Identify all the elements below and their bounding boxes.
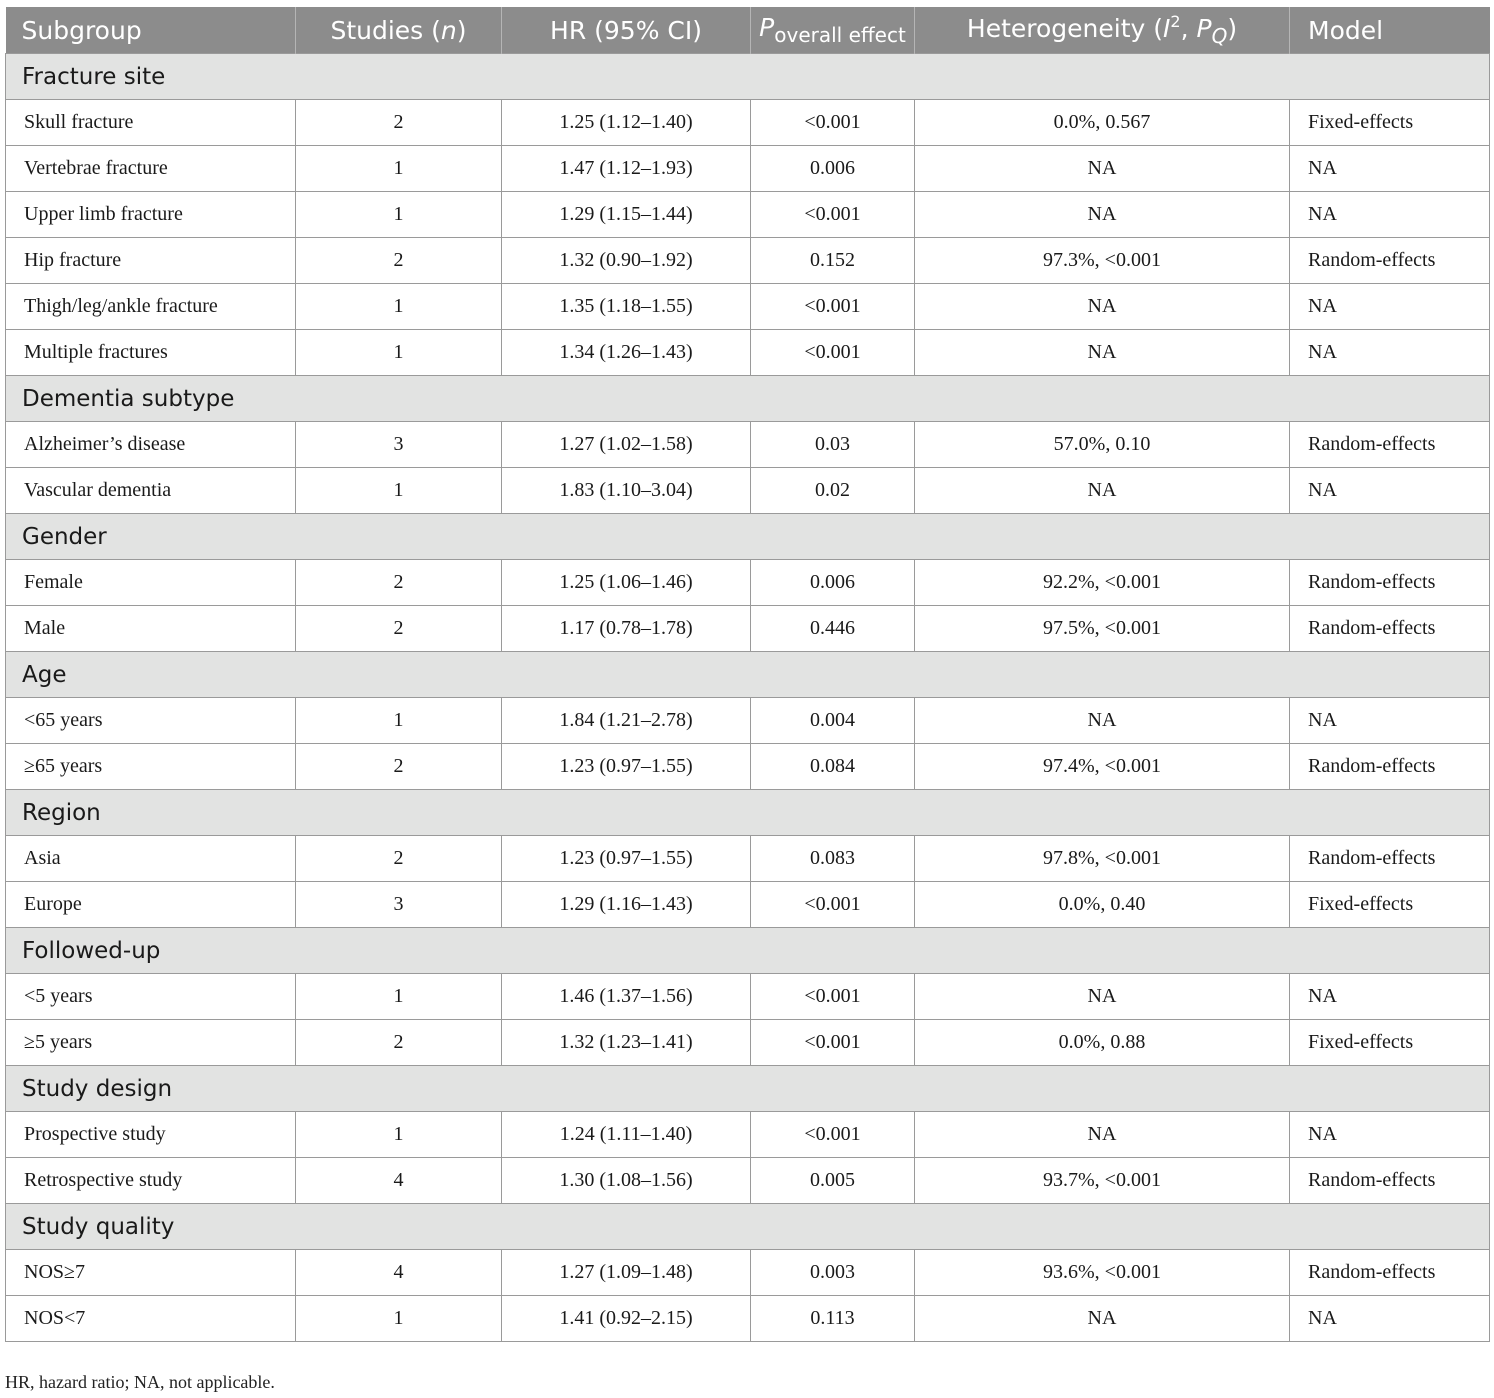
cell-heterogeneity: NA: [915, 698, 1290, 744]
cell-studies: 1: [296, 974, 502, 1020]
cell-p-overall: 0.152: [751, 238, 915, 284]
cell-hr: 1.17 (0.78–1.78): [502, 606, 751, 652]
cell-subgroup: ≥5 years: [6, 1020, 296, 1066]
cell-model: Random-effects: [1290, 422, 1490, 468]
group-title: Region: [6, 790, 1490, 836]
cell-p-overall: 0.006: [751, 560, 915, 606]
cell-subgroup: Male: [6, 606, 296, 652]
cell-studies: 1: [296, 284, 502, 330]
cell-studies: 4: [296, 1158, 502, 1204]
cell-p-overall: <0.001: [751, 100, 915, 146]
table-row: [6, 146, 1490, 192]
cell-studies: 1: [296, 330, 502, 376]
cell-subgroup: Female: [6, 560, 296, 606]
cell-p-overall: 0.446: [751, 606, 915, 652]
group-header-row: [6, 514, 1490, 560]
cell-heterogeneity: 0.0%, 0.40: [915, 882, 1290, 928]
cell-subgroup: Skull fracture: [6, 100, 296, 146]
header-studies: Studies (n): [296, 7, 502, 54]
cell-p-overall: <0.001: [751, 192, 915, 238]
cell-heterogeneity: NA: [915, 1112, 1290, 1158]
cell-model: NA: [1290, 192, 1490, 238]
group-title: Age: [6, 652, 1490, 698]
cell-subgroup: NOS<7: [6, 1296, 296, 1342]
table-row: [6, 100, 1490, 146]
table-row: [6, 284, 1490, 330]
group-header-row: [6, 1066, 1490, 1112]
table-row: [6, 422, 1490, 468]
cell-hr: 1.23 (0.97–1.55): [502, 744, 751, 790]
cell-hr: 1.24 (1.11–1.40): [502, 1112, 751, 1158]
cell-heterogeneity: 97.5%, <0.001: [915, 606, 1290, 652]
cell-heterogeneity: 92.2%, <0.001: [915, 560, 1290, 606]
table-row: [6, 330, 1490, 376]
table-row: [6, 974, 1490, 1020]
table-row: [6, 1158, 1490, 1204]
cell-hr: 1.27 (1.09–1.48): [502, 1250, 751, 1296]
cell-p-overall: 0.006: [751, 146, 915, 192]
table-row: [6, 1112, 1490, 1158]
cell-subgroup: Retrospective study: [6, 1158, 296, 1204]
cell-hr: 1.46 (1.37–1.56): [502, 974, 751, 1020]
cell-studies: 2: [296, 238, 502, 284]
cell-model: Random-effects: [1290, 836, 1490, 882]
cell-subgroup: Thigh/leg/ankle fracture: [6, 284, 296, 330]
cell-p-overall: <0.001: [751, 330, 915, 376]
group-title: Study design: [6, 1066, 1490, 1112]
cell-model: Fixed-effects: [1290, 1020, 1490, 1066]
cell-heterogeneity: NA: [915, 468, 1290, 514]
cell-p-overall: 0.005: [751, 1158, 915, 1204]
cell-studies: 4: [296, 1250, 502, 1296]
table-header-row: [6, 7, 1490, 54]
cell-subgroup: Europe: [6, 882, 296, 928]
table-body: [6, 54, 1490, 1342]
table-row: [6, 560, 1490, 606]
cell-p-overall: <0.001: [751, 1020, 915, 1066]
cell-p-overall: 0.084: [751, 744, 915, 790]
cell-hr: 1.29 (1.15–1.44): [502, 192, 751, 238]
cell-hr: 1.34 (1.26–1.43): [502, 330, 751, 376]
cell-hr: 1.25 (1.12–1.40): [502, 100, 751, 146]
cell-heterogeneity: 93.7%, <0.001: [915, 1158, 1290, 1204]
cell-studies: 3: [296, 882, 502, 928]
cell-subgroup: Hip fracture: [6, 238, 296, 284]
subgroup-analysis-table: [5, 7, 1490, 1342]
cell-hr: 1.29 (1.16–1.43): [502, 882, 751, 928]
table-row: [6, 1020, 1490, 1066]
cell-subgroup: <65 years: [6, 698, 296, 744]
table-row: [6, 606, 1490, 652]
cell-p-overall: <0.001: [751, 882, 915, 928]
group-header-row: [6, 928, 1490, 974]
table-footnote: HR, hazard ratio; NA, not applicable.: [5, 1372, 275, 1392]
cell-p-overall: <0.001: [751, 1112, 915, 1158]
cell-model: NA: [1290, 1296, 1490, 1342]
cell-heterogeneity: NA: [915, 1296, 1290, 1342]
table-row: [6, 468, 1490, 514]
cell-studies: 1: [296, 192, 502, 238]
cell-hr: 1.32 (0.90–1.92): [502, 238, 751, 284]
cell-subgroup: Vascular dementia: [6, 468, 296, 514]
cell-p-overall: 0.03: [751, 422, 915, 468]
group-header-row: [6, 790, 1490, 836]
group-title: Dementia subtype: [6, 376, 1490, 422]
cell-p-overall: 0.02: [751, 468, 915, 514]
group-header-row: [6, 376, 1490, 422]
cell-model: Random-effects: [1290, 744, 1490, 790]
cell-p-overall: 0.113: [751, 1296, 915, 1342]
cell-hr: 1.41 (0.92–2.15): [502, 1296, 751, 1342]
cell-studies: 2: [296, 560, 502, 606]
cell-hr: 1.30 (1.08–1.56): [502, 1158, 751, 1204]
cell-model: NA: [1290, 1112, 1490, 1158]
header-model: Model: [1290, 7, 1490, 54]
header-hr: HR (95% CI): [502, 7, 751, 54]
cell-hr: 1.35 (1.18–1.55): [502, 284, 751, 330]
cell-studies: 1: [296, 1296, 502, 1342]
group-header-row: [6, 652, 1490, 698]
cell-subgroup: Prospective study: [6, 1112, 296, 1158]
cell-hr: 1.83 (1.10–3.04): [502, 468, 751, 514]
table-row: [6, 192, 1490, 238]
cell-studies: 1: [296, 698, 502, 744]
cell-p-overall: <0.001: [751, 974, 915, 1020]
cell-model: NA: [1290, 974, 1490, 1020]
cell-subgroup: Alzheimer’s disease: [6, 422, 296, 468]
cell-hr: 1.25 (1.06–1.46): [502, 560, 751, 606]
cell-subgroup: <5 years: [6, 974, 296, 1020]
cell-heterogeneity: 97.4%, <0.001: [915, 744, 1290, 790]
cell-studies: 1: [296, 468, 502, 514]
cell-model: Fixed-effects: [1290, 882, 1490, 928]
group-header-row: [6, 1204, 1490, 1250]
cell-studies: 2: [296, 744, 502, 790]
cell-heterogeneity: 97.3%, <0.001: [915, 238, 1290, 284]
cell-model: NA: [1290, 146, 1490, 192]
cell-studies: 2: [296, 836, 502, 882]
header-subgroup: Subgroup: [6, 7, 296, 54]
cell-heterogeneity: NA: [915, 146, 1290, 192]
cell-hr: 1.32 (1.23–1.41): [502, 1020, 751, 1066]
cell-model: Random-effects: [1290, 1158, 1490, 1204]
cell-heterogeneity: 93.6%, <0.001: [915, 1250, 1290, 1296]
table-row: [6, 882, 1490, 928]
header-heterogeneity: Heterogeneity ($I^2$, $P_Q$): [915, 7, 1290, 54]
table-row: [6, 1296, 1490, 1342]
cell-p-overall: 0.004: [751, 698, 915, 744]
subgroup-analysis-table-container: [5, 7, 1489, 1342]
cell-subgroup: Multiple fractures: [6, 330, 296, 376]
group-title: Gender: [6, 514, 1490, 560]
cell-model: Random-effects: [1290, 606, 1490, 652]
cell-heterogeneity: NA: [915, 974, 1290, 1020]
cell-heterogeneity: NA: [915, 330, 1290, 376]
cell-heterogeneity: 57.0%, 0.10: [915, 422, 1290, 468]
cell-heterogeneity: NA: [915, 192, 1290, 238]
cell-subgroup: Asia: [6, 836, 296, 882]
cell-hr: 1.27 (1.02–1.58): [502, 422, 751, 468]
cell-model: NA: [1290, 698, 1490, 744]
group-title: Followed-up: [6, 928, 1490, 974]
cell-model: Random-effects: [1290, 560, 1490, 606]
cell-model: Random-effects: [1290, 1250, 1490, 1296]
cell-hr: 1.23 (0.97–1.55): [502, 836, 751, 882]
cell-heterogeneity: NA: [915, 284, 1290, 330]
cell-model: Fixed-effects: [1290, 100, 1490, 146]
cell-studies: 2: [296, 1020, 502, 1066]
cell-p-overall: 0.003: [751, 1250, 915, 1296]
cell-subgroup: ≥65 years: [6, 744, 296, 790]
group-title: Fracture site: [6, 54, 1490, 100]
cell-p-overall: 0.083: [751, 836, 915, 882]
table-row: [6, 698, 1490, 744]
cell-subgroup: Upper limb fracture: [6, 192, 296, 238]
cell-model: NA: [1290, 284, 1490, 330]
group-header-row: [6, 54, 1490, 100]
cell-hr: 1.84 (1.21–2.78): [502, 698, 751, 744]
cell-subgroup: NOS≥7: [6, 1250, 296, 1296]
cell-studies: 1: [296, 146, 502, 192]
cell-model: NA: [1290, 330, 1490, 376]
cell-heterogeneity: 0.0%, 0.88: [915, 1020, 1290, 1066]
cell-heterogeneity: 0.0%, 0.567: [915, 100, 1290, 146]
table-row: [6, 238, 1490, 284]
cell-studies: 2: [296, 100, 502, 146]
header-p-overall: $P_{overall effect}$: [751, 7, 915, 54]
cell-subgroup: Vertebrae fracture: [6, 146, 296, 192]
cell-studies: 3: [296, 422, 502, 468]
cell-studies: 1: [296, 1112, 502, 1158]
cell-p-overall: <0.001: [751, 284, 915, 330]
cell-model: Random-effects: [1290, 238, 1490, 284]
table-row: [6, 744, 1490, 790]
group-title: Study quality: [6, 1204, 1490, 1250]
cell-heterogeneity: 97.8%, <0.001: [915, 836, 1290, 882]
table-row: [6, 1250, 1490, 1296]
cell-hr: 1.47 (1.12–1.93): [502, 146, 751, 192]
table-row: [6, 836, 1490, 882]
cell-studies: 2: [296, 606, 502, 652]
cell-model: NA: [1290, 468, 1490, 514]
